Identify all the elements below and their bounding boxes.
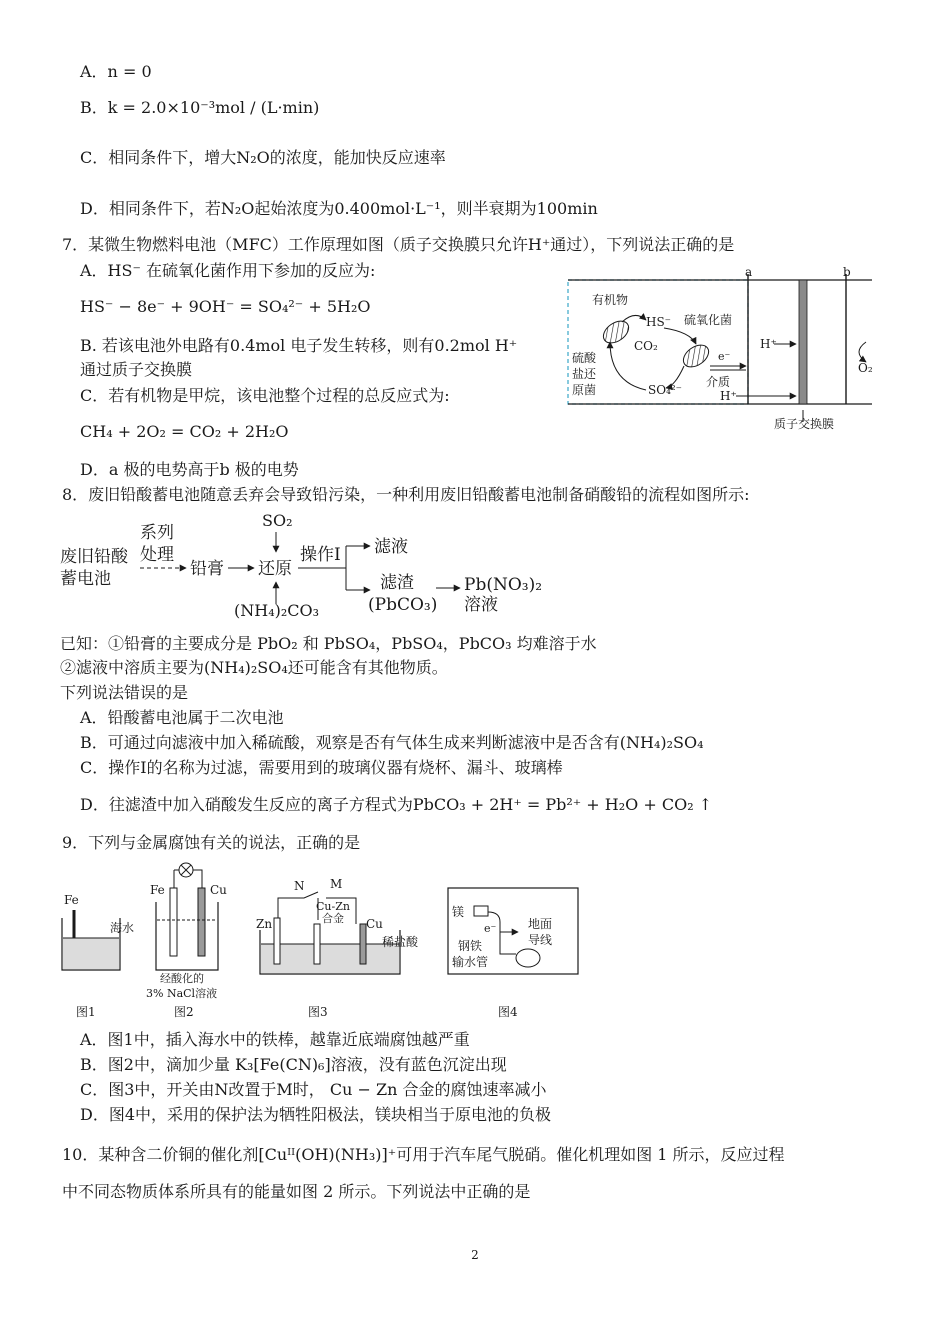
- fig1-caption: 图1: [76, 1005, 96, 1019]
- fig2-caption: 图2: [174, 1005, 194, 1019]
- label-so4: SO₄²⁻: [648, 383, 683, 397]
- sox-bacteria-icon: [679, 341, 712, 372]
- flow-ammonium-carbonate: (NH₄)₂CO₃: [234, 601, 320, 620]
- label-o2: O₂: [858, 361, 873, 375]
- fig4-pipe-2: 输水管: [452, 955, 489, 969]
- figure-3: [256, 877, 419, 1019]
- label-electron: e⁻: [718, 350, 731, 363]
- label-hs: HS⁻: [646, 315, 672, 329]
- fig4-magnesium: 镁: [452, 905, 465, 919]
- q7-option-c-equation: CH₄ + 2O₂ = CO₂ + 2H₂O: [80, 422, 289, 441]
- flow-reduction: 还原: [258, 559, 292, 579]
- q9-stem: 9．下列与金属腐蚀有关的说法，正确的是: [62, 833, 361, 852]
- q7-option-b-cont: 通过质子交换膜: [80, 360, 193, 379]
- q9-option-d: D．图4中，采用的保护法为牺牲阳极法，镁块相当于原电池的负极: [80, 1105, 552, 1124]
- figure-4: [448, 888, 578, 1019]
- label-srb-2: 盐还: [572, 367, 597, 381]
- fig2-solution-2: 3% NaCl溶液: [146, 987, 218, 1000]
- fig3-zn: Zn: [256, 917, 273, 931]
- fig3-n: N: [294, 879, 305, 893]
- q8-ask: 下列说法错误的是: [60, 683, 189, 702]
- flow-residue-1: 滤渣: [380, 573, 414, 593]
- flow-battery-2: 蓄电池: [60, 569, 111, 589]
- proton-exchange-membrane: [799, 280, 807, 404]
- fig4-pipe-1: 钢铁: [458, 939, 483, 953]
- q6-option-d: D．相同条件下，若N₂O起始浓度为0.400mol·L⁻¹，则半衰期为100min: [80, 199, 598, 218]
- q10-line-1: 10．某种含二价铜的催化剂[Cuᴵᴵ(OH)(NH₃)]⁺可用于汽车尾气脱硝。催化机理如图 1 所示，反应过程: [62, 1145, 785, 1164]
- q7-option-a: A．HS⁻ 在硫氧化菌作用下参加的反应为:: [80, 261, 376, 280]
- q7-option-d: D．a 极的电势高于b 极的电势: [80, 460, 299, 479]
- label-h-plus-2: H⁺: [720, 389, 737, 403]
- fig1-fe: Fe: [64, 893, 79, 907]
- fig2-fe: Fe: [150, 883, 165, 897]
- fig1-seawater: 海水: [110, 921, 135, 935]
- fig3-caption: 图3: [308, 1005, 328, 1019]
- lead-nitrate-flowchart: [58, 508, 558, 620]
- flow-battery-1: 废旧铅酸: [60, 547, 128, 567]
- fig3-dilute-hcl: 稀盐酸: [382, 935, 419, 949]
- flow-lead-paste: 铅膏: [190, 559, 224, 579]
- q6-option-b: B．k = 2.0×10⁻³mol / (L·min): [80, 98, 320, 117]
- label-sulfur-oxidizing-bacteria: 硫氧化菌: [684, 313, 733, 327]
- flow-product-2: 溶液: [464, 595, 498, 615]
- q6-option-a: A．n = 0: [80, 62, 152, 81]
- fig3-m: M: [330, 877, 343, 891]
- fig4-ground-1: 地面: [528, 917, 553, 931]
- mfc-diagram: [560, 262, 880, 437]
- q9-option-a: A．图1中，插入海水中的铁棒，越靠近底端腐蚀越严重: [80, 1030, 470, 1049]
- fig3-alloy-2: 合金: [322, 912, 344, 925]
- q7-option-b: B. 若该电池外电路有0.4mol 电子发生转移，则有0.2mol H⁺: [80, 336, 518, 355]
- fig3-alloy-1: Cu-Zn: [316, 900, 350, 913]
- flow-filtrate: 滤液: [374, 537, 408, 557]
- q8-stem: 8．废旧铅酸蓄电池随意丢弃会导致铅污染，一种利用废旧铅酸蓄电池制备硝酸铅的流程如图所示:: [62, 485, 750, 504]
- label-a: a: [745, 265, 753, 279]
- label-srb-1: 硫酸: [572, 351, 597, 365]
- page-number: 2: [471, 1248, 479, 1262]
- q8-option-a: A．铅酸蓄电池属于二次电池: [80, 708, 284, 727]
- fig4-electron: e⁻: [484, 922, 497, 935]
- q8-option-b: B．可通过向滤液中加入稀硫酸，观察是否有气体生成来判断滤液中是否含有(NH₄)₂SO₄: [80, 733, 704, 752]
- label-h-plus-1: H⁺: [760, 337, 777, 351]
- corrosion-figures: [56, 858, 596, 1020]
- q7-option-c: C．若有机物是甲烷，该电池整个过程的总反应式为:: [80, 386, 450, 405]
- q9-option-b: B．图2中，滴加少量 K₃[Fe(CN)₆]溶液，没有蓝色沉淀出现: [80, 1055, 507, 1074]
- q10-line-2: 中不同态物质体系所具有的能量如图 2 所示。下列说法中正确的是: [62, 1182, 531, 1201]
- fig4-ground-2: 导线: [528, 933, 553, 947]
- flow-operation-1: 操作I: [300, 545, 341, 565]
- flow-series-2: 处理: [140, 545, 174, 565]
- pipe-icon: [516, 949, 540, 967]
- q6-option-c: C．相同条件下，增大N₂O的浓度，能加快反应速率: [80, 148, 446, 167]
- q7-stem: 7．某微生物燃料电池（MFC）工作原理如图（质子交换膜只允许H⁺通过），下列说法正确的是: [62, 235, 735, 254]
- flow-so2: SO₂: [262, 511, 293, 530]
- flow-residue-2: (PbCO₃): [368, 595, 438, 615]
- figure-2: [146, 863, 227, 1019]
- q8-option-c: C．操作I的名称为过滤，需要用到的玻璃仪器有烧杯、漏斗、玻璃棒: [80, 758, 563, 777]
- fig4-caption: 图4: [498, 1005, 518, 1019]
- fig3-cu: Cu: [366, 917, 383, 931]
- srb-bacteria-icon: [599, 317, 632, 348]
- fig2-cu: Cu: [210, 883, 227, 897]
- q9-option-c: C．图3中，开关由N改置于M时， Cu − Zn 合金的腐蚀速率减小: [80, 1080, 547, 1099]
- flow-product-1: Pb(NO₃)₂: [464, 575, 543, 595]
- label-co2: CO₂: [634, 339, 658, 353]
- fig2-solution-1: 经酸化的: [160, 972, 204, 985]
- q8-option-d: D．往滤渣中加入硝酸发生反应的离子方程式为PbCO₃ + 2H⁺ = Pb²⁺ + H₂O + CO₂ ↑: [80, 795, 713, 814]
- flow-series-1: 系列: [140, 523, 174, 543]
- label-medium: 介质: [706, 375, 731, 389]
- q8-known-1: 已知：①铅膏的主要成分是 PbO₂ 和 PbSO₄，PbSO₄，PbCO₃ 均难溶于水: [60, 634, 597, 653]
- q7-option-a-equation: HS⁻ − 8e⁻ + 9OH⁻ = SO₄²⁻ + 5H₂O: [80, 297, 371, 316]
- label-srb-3: 原菌: [572, 383, 597, 397]
- q8-known-2: ②滤液中溶质主要为(NH₄)₂SO₄还可能含有其他物质。: [60, 658, 448, 677]
- label-organic: 有机物: [592, 293, 629, 307]
- label-b: b: [843, 265, 851, 279]
- figure-1: [62, 893, 134, 1019]
- label-membrane: 质子交换膜: [774, 417, 835, 431]
